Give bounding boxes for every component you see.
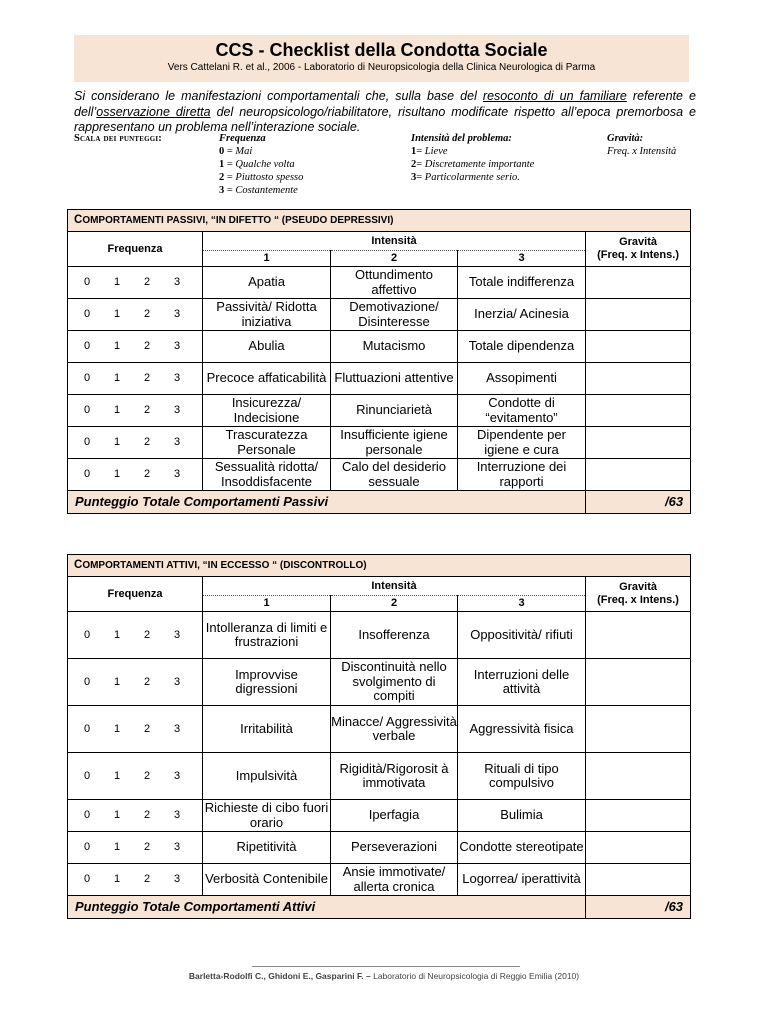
frequency-option[interactable]: 2 [143, 468, 151, 481]
frequency-options [68, 395, 203, 427]
frequency-options [68, 800, 203, 832]
behaviour-intensity-3: Totale indifferenza [458, 267, 586, 299]
behaviour-intensity-1: Passività/ Ridotta iniziativa [203, 299, 331, 331]
passive-table-title: COMPORTAMENTI PASSIVI, “IN DIFETTO “ (PSEUDO DEPRESSIVI) [68, 210, 691, 232]
intro-part3: del neuropsicologo/riabilitatore, risultano modificate rispetto all’epoca premorbosa e rappresentano un problema nell’interazione sociale. [74, 104, 696, 134]
behaviour-intensity-3: Logorrea/ iperattività [458, 864, 586, 896]
behaviour-intensity-3: Inerzia/ Acinesia [458, 299, 586, 331]
behaviour-intensity-2: Insofferenza [331, 612, 458, 659]
frequency-option[interactable]: 2 [143, 809, 151, 822]
behaviour-intensity-1: Verbosità Contenibile [203, 864, 331, 896]
scale-gravity [607, 132, 676, 158]
frequency-option[interactable]: 1 [113, 873, 121, 886]
scale-label: Scala dei punteggi: [74, 133, 163, 144]
scale-frequency-item: 1 = Qualche volta [219, 159, 295, 170]
frequency-option[interactable]: 1 [113, 308, 121, 321]
frequency-option[interactable]: 3 [173, 722, 181, 735]
behaviour-intensity-1: Richieste di cibo fuori orario [203, 800, 331, 832]
frequency-option[interactable]: 1 [113, 436, 121, 449]
behaviour-intensity-2: Demotivazione/ Disinteresse [331, 299, 458, 331]
page-subtitle: Vers Cattelani R. et al., 2006 - Laboratorio di Neuropsicologia della Clinica Neurologica di Parma [167, 62, 596, 73]
scale-intensity-item: 3= Particolarmente serio. [411, 172, 520, 183]
table-row [68, 299, 691, 331]
intro-underlined-1: resoconto di un familiare [482, 89, 627, 103]
behaviour-intensity-3: Rituali di tipo compulsivo [458, 753, 586, 800]
gravity-score-cell[interactable] [586, 427, 691, 459]
table-row [68, 612, 691, 659]
gravity-score-cell[interactable] [586, 459, 691, 491]
frequency-option[interactable]: 0 [83, 769, 91, 782]
frequency-option[interactable]: 3 [173, 769, 181, 782]
frequency-option[interactable]: 1 [113, 675, 121, 688]
frequency-option[interactable]: 0 [83, 873, 91, 886]
intensity-header: Intensità [203, 577, 586, 596]
frequency-option[interactable]: 3 [173, 372, 181, 385]
frequency-option[interactable]: 1 [113, 722, 121, 735]
frequency-options [68, 753, 203, 800]
frequency-option[interactable]: 2 [143, 340, 151, 353]
frequency-option[interactable]: 0 [83, 372, 91, 385]
intro-underlined-2: osservazione diretta [96, 104, 211, 119]
behaviour-intensity-1: Intolleranza di limiti e frustrazioni [203, 612, 331, 659]
behaviour-intensity-2: Perseverazioni [331, 832, 458, 864]
behaviour-intensity-2: Discontinuità nello svolgimento di compiti [331, 659, 458, 706]
gravity-score-cell[interactable] [586, 299, 691, 331]
scale-intensity-item: 2= Discretamente importante [411, 159, 535, 170]
behaviour-intensity-3: Interruzione dei rapporti [458, 459, 586, 491]
scale-frequency-item: 3 = Costantemente [219, 185, 298, 196]
scale-frequency-item: 0 = Mai [219, 146, 253, 157]
behaviour-intensity-2: Minacce/ Aggressività verbale [331, 706, 458, 753]
footer-authors: Barletta-Rodolfi C., Ghidoni E., Gasparini F. – [188, 971, 371, 981]
behaviour-intensity-2: Ottundimento affettivo [331, 267, 458, 299]
behaviour-intensity-1: Apatia [203, 267, 331, 299]
page-title: CCS - Checklist della Condotta Sociale [215, 40, 548, 60]
table-row [68, 864, 691, 896]
behaviour-intensity-1: Improvvise digressioni [203, 659, 331, 706]
frequency-option[interactable]: 3 [173, 675, 181, 688]
frequency-option[interactable]: 0 [83, 841, 91, 854]
frequency-options [68, 864, 203, 896]
behaviour-intensity-1: Impulsività [203, 753, 331, 800]
intensity-header: Intensità [203, 232, 586, 251]
frequency-options [68, 299, 203, 331]
behaviour-intensity-2: Fluttuazioni attentive [331, 363, 458, 395]
frequency-option[interactable]: 2 [143, 436, 151, 449]
behaviour-intensity-2: Insufficiente igiene personale [331, 427, 458, 459]
frequency-option[interactable]: 3 [173, 841, 181, 854]
frequency-option[interactable]: 0 [83, 675, 91, 688]
table-row [68, 427, 691, 459]
behaviour-intensity-2: Rigidità/Rigorosit à immotivata [331, 753, 458, 800]
frequency-option[interactable]: 3 [173, 340, 181, 353]
frequency-option[interactable]: 2 [143, 276, 151, 289]
intro-paragraph [74, 89, 696, 136]
behaviour-intensity-3: Condotte di “evitamento” [458, 395, 586, 427]
behaviour-intensity-2: Calo del desiderio sessuale [331, 459, 458, 491]
footer [0, 971, 768, 981]
frequency-option[interactable]: 0 [83, 809, 91, 822]
frequency-option[interactable]: 2 [143, 841, 151, 854]
behaviour-intensity-1: Irritabilità [203, 706, 331, 753]
frequency-option[interactable]: 1 [113, 404, 121, 417]
intensity-level-1: 1 [203, 251, 331, 267]
scale-intensity-item: 1= Lieve [411, 146, 448, 157]
behaviour-intensity-1: Sessualità ridotta/ Insoddisfacente [203, 459, 331, 491]
frequency-options [68, 706, 203, 753]
frequency-option[interactable]: 2 [143, 308, 151, 321]
behaviour-intensity-3: Bulimia [458, 800, 586, 832]
passive-total-label: Punteggio Totale Comportamenti Passivi [68, 491, 586, 514]
intensity-level-2: 2 [331, 251, 458, 267]
intensity-level-3: 3 [458, 251, 586, 267]
behaviour-intensity-2: Mutacismo [331, 331, 458, 363]
frequency-header: Frequenza [68, 232, 203, 267]
frequency-option[interactable]: 0 [83, 308, 91, 321]
frequency-options [68, 267, 203, 299]
scale-gravity-heading: Gravità: [607, 133, 644, 144]
frequency-option[interactable]: 0 [83, 722, 91, 735]
frequency-option[interactable]: 2 [143, 722, 151, 735]
behaviour-intensity-3: Dipendente per igiene e cura [458, 427, 586, 459]
behaviour-intensity-3: Condotte stereotipate [458, 832, 586, 864]
intensity-level-1: 1 [203, 596, 331, 612]
behaviour-intensity-2: Rinunciarietà [331, 395, 458, 427]
active-total-label: Punteggio Totale Comportamenti Attivi [68, 896, 586, 919]
active-table-title: COMPORTAMENTI ATTIVI, “IN ECCESSO “ (DISCONTROLLO) [68, 555, 691, 577]
table-row [68, 800, 691, 832]
frequency-option[interactable]: 3 [173, 436, 181, 449]
behaviour-intensity-3: Aggressività fisica [458, 706, 586, 753]
gravity-score-cell[interactable] [586, 267, 691, 299]
table-row [68, 363, 691, 395]
frequency-option[interactable]: 0 [83, 340, 91, 353]
table-row [68, 459, 691, 491]
frequency-option[interactable]: 3 [173, 873, 181, 886]
intensity-level-2: 2 [331, 596, 458, 612]
frequency-option[interactable]: 2 [143, 873, 151, 886]
frequency-options [68, 459, 203, 491]
frequency-option[interactable]: 2 [143, 769, 151, 782]
behaviour-intensity-1: Ripetitività [203, 832, 331, 864]
behaviour-intensity-2: Iperfagia [331, 800, 458, 832]
intensity-level-3: 3 [458, 596, 586, 612]
table-row [68, 753, 691, 800]
active-behaviours-table [67, 554, 691, 919]
gravity-header: Gravità (Freq. x Intens.) [586, 577, 691, 612]
frequency-option[interactable]: 0 [83, 276, 91, 289]
behaviour-intensity-3: Assopimenti [458, 363, 586, 395]
table-row [68, 659, 691, 706]
scale-gravity-text: Freq. x Intensità [607, 146, 677, 157]
footer-lab: Laboratorio di Neuropsicologia di Reggio Emilia (2010) [373, 971, 580, 981]
table-row [68, 706, 691, 753]
frequency-option[interactable]: 1 [113, 769, 121, 782]
behaviour-intensity-3: Oppositività/ rifiuti [458, 612, 586, 659]
footer-divider [252, 966, 520, 967]
gravity-score-cell[interactable] [586, 753, 691, 800]
intro-part2: referente e dell’ [74, 89, 696, 119]
gravity-score-cell[interactable] [586, 331, 691, 363]
scale-frequency-heading: Frequenza [219, 133, 266, 144]
active-total-value: /63 [586, 896, 691, 919]
behaviour-intensity-3: Totale dipendenza [458, 331, 586, 363]
frequency-options [68, 612, 203, 659]
intro-part1: Si considerano le manifestazioni comportamentali che, sulla base del [74, 89, 483, 103]
header-box [74, 35, 689, 82]
frequency-options [68, 659, 203, 706]
frequency-option[interactable]: 1 [113, 468, 121, 481]
gravity-score-cell[interactable] [586, 395, 691, 427]
frequency-header: Frequenza [68, 577, 203, 612]
frequency-option[interactable]: 3 [173, 468, 181, 481]
passive-behaviours-table [67, 209, 691, 514]
gravity-score-cell[interactable] [586, 864, 691, 896]
frequency-option[interactable]: 1 [113, 276, 121, 289]
frequency-option[interactable]: 0 [83, 436, 91, 449]
frequency-option[interactable]: 3 [173, 276, 181, 289]
table-row [68, 832, 691, 864]
frequency-options [68, 363, 203, 395]
frequency-option[interactable]: 3 [173, 809, 181, 822]
frequency-option[interactable]: 1 [113, 628, 121, 641]
frequency-option[interactable]: 1 [113, 340, 121, 353]
gravity-score-cell[interactable] [586, 800, 691, 832]
scale-intensity-heading: Intensità del problema: [411, 133, 512, 144]
gravity-score-cell[interactable] [586, 659, 691, 706]
scale-frequency-item: 2 = Piuttosto spesso [219, 172, 304, 183]
frequency-option[interactable]: 3 [173, 628, 181, 641]
behaviour-intensity-2: Ansie immotivate/ allerta cronica [331, 864, 458, 896]
passive-total-value: /63 [586, 491, 691, 514]
table-row [68, 395, 691, 427]
frequency-option[interactable]: 0 [83, 468, 91, 481]
frequency-option[interactable]: 2 [143, 628, 151, 641]
frequency-option[interactable]: 1 [113, 809, 121, 822]
frequency-options [68, 427, 203, 459]
gravity-score-cell[interactable] [586, 612, 691, 659]
scale-frequency [219, 132, 303, 197]
frequency-option[interactable]: 2 [143, 404, 151, 417]
scale-intensity [411, 132, 534, 184]
gravity-score-cell[interactable] [586, 706, 691, 753]
gravity-score-cell[interactable] [586, 363, 691, 395]
frequency-option[interactable]: 3 [173, 308, 181, 321]
frequency-option[interactable]: 2 [143, 372, 151, 385]
behaviour-intensity-1: Insicurezza/ Indecisione [203, 395, 331, 427]
frequency-option[interactable]: 2 [143, 675, 151, 688]
frequency-options [68, 331, 203, 363]
gravity-score-cell[interactable] [586, 832, 691, 864]
frequency-option[interactable]: 0 [83, 628, 91, 641]
frequency-options [68, 832, 203, 864]
table-row [68, 331, 691, 363]
frequency-option[interactable]: 0 [83, 404, 91, 417]
frequency-option[interactable]: 1 [113, 372, 121, 385]
frequency-option[interactable]: 1 [113, 841, 121, 854]
behaviour-intensity-1: Abulia [203, 331, 331, 363]
behaviour-intensity-1: Precoce affaticabilità [203, 363, 331, 395]
behaviour-intensity-3: Interruzioni delle attività [458, 659, 586, 706]
table-row [68, 267, 691, 299]
behaviour-intensity-1: Trascuratezza Personale [203, 427, 331, 459]
gravity-header: Gravità (Freq. x Intens.) [586, 232, 691, 267]
frequency-option[interactable]: 3 [173, 404, 181, 417]
